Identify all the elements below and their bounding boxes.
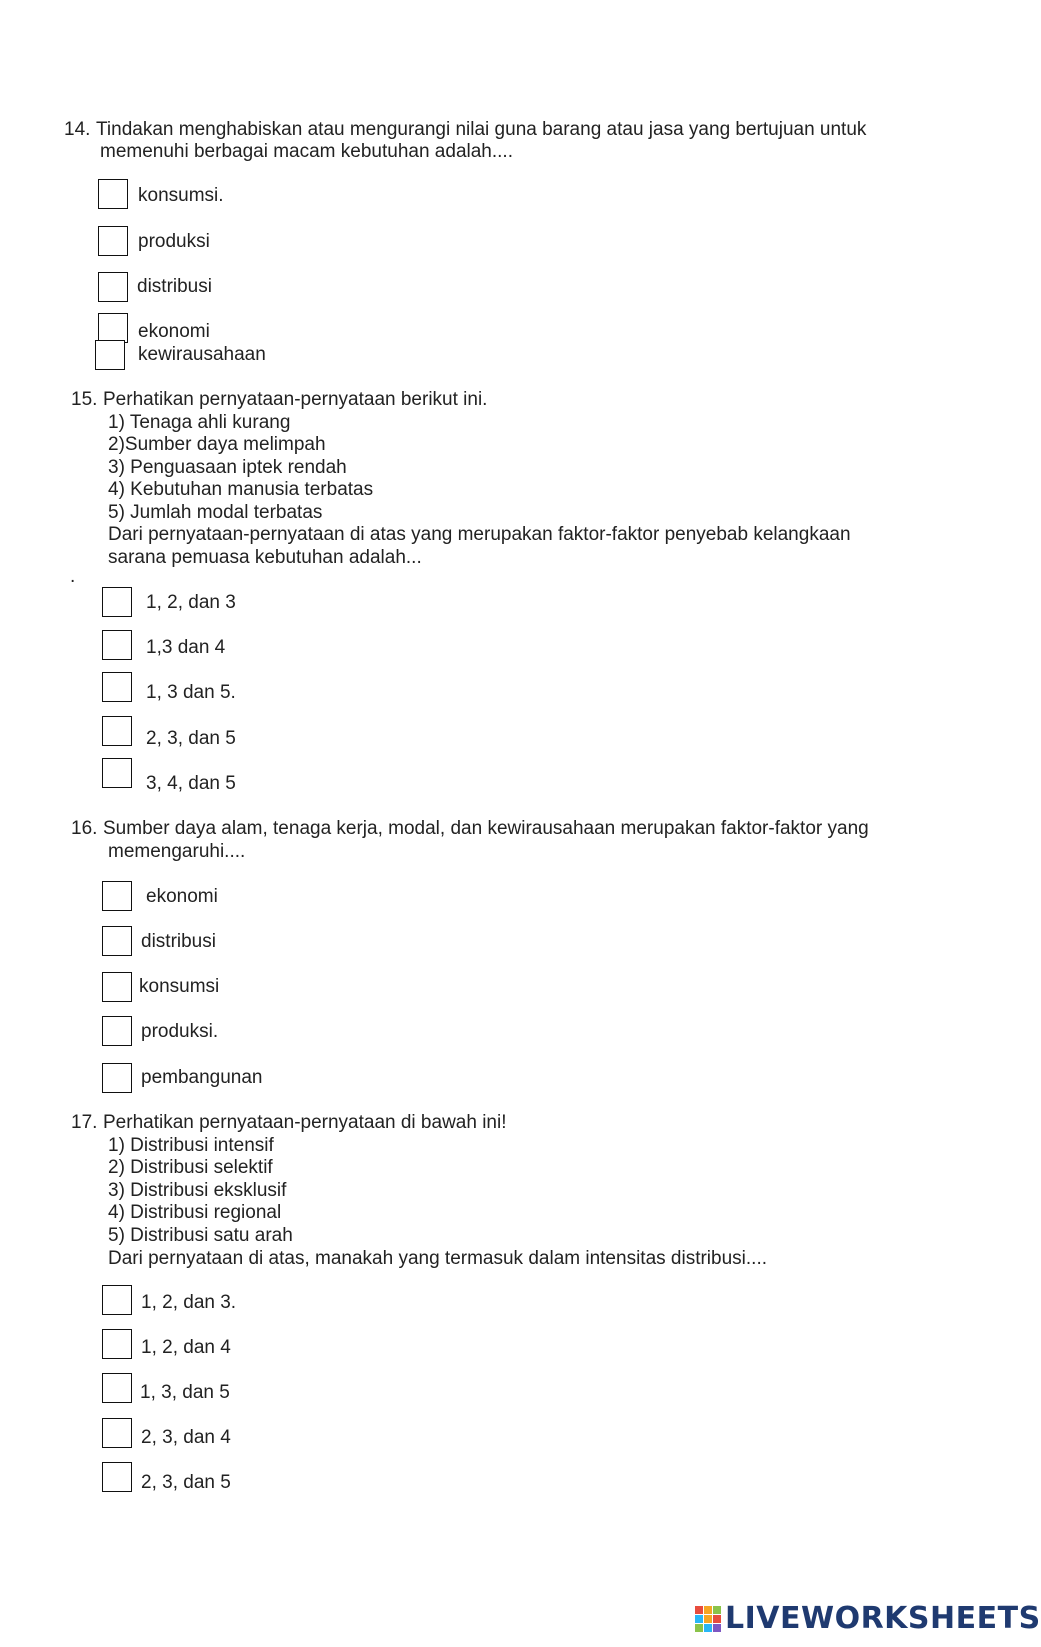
- logo-grid-icon: [695, 1606, 721, 1632]
- brand-name: LIVEWORKSHEETS: [725, 1601, 1041, 1636]
- q17-option-4-label: 2, 3, dan 4: [141, 1427, 231, 1448]
- q15-option-2-label: 1,3 dan 4: [146, 637, 226, 658]
- q15-option-5-label: 3, 4, dan 5: [146, 773, 236, 794]
- q15-text: Perhatikan pernyataan-pernyataan berikut ini.: [103, 389, 488, 410]
- logo-cell: [704, 1624, 712, 1632]
- logo-cell: [713, 1606, 721, 1614]
- logo-cell: [704, 1615, 712, 1623]
- q15-statement-2: 2)Sumber daya melimpah: [108, 434, 326, 455]
- q15-statement-4: 4) Kebutuhan manusia terbatas: [108, 479, 374, 500]
- q16-option-3-label: konsumsi: [139, 976, 220, 997]
- logo-cell: [713, 1615, 721, 1623]
- q17-statement-1: 1) Distribusi intensif: [108, 1135, 274, 1156]
- q17-text: Perhatikan pernyataan-pernyataan di bawah ini!: [103, 1112, 507, 1133]
- q17-option-4-checkbox[interactable]: [102, 1418, 132, 1448]
- q15-option-1-checkbox[interactable]: [102, 587, 132, 617]
- q17-statement-3: 3) Distribusi eksklusif: [108, 1180, 287, 1201]
- q15-option-3-checkbox[interactable]: [102, 672, 132, 702]
- q14-text-line2: memenuhi berbagai macam kebutuhan adalah....: [100, 141, 513, 162]
- q15-prompt-line1: Dari pernyataan-pernyataan di atas yang merupakan faktor-faktor penyebab kelangkaan: [108, 524, 851, 545]
- q17-prompt: Dari pernyataan di atas, manakah yang termasuk dalam intensitas distribusi....: [108, 1248, 767, 1269]
- q17-number: 17.: [71, 1112, 98, 1133]
- q14-option-3-checkbox[interactable]: [98, 272, 128, 302]
- q15-option-2-checkbox[interactable]: [102, 630, 132, 660]
- q15-statement-1: 1) Tenaga ahli kurang: [108, 412, 291, 433]
- stray-dot: .: [70, 566, 76, 587]
- q14-text-line1: Tindakan menghabiskan atau mengurangi nilai guna barang atau jasa yang bertujuan untuk: [96, 119, 867, 140]
- q14-option-2-checkbox[interactable]: [98, 226, 128, 256]
- q16-option-2-label: distribusi: [141, 931, 216, 952]
- q14-option-3-label: distribusi: [137, 276, 212, 297]
- q15-prompt-line2: sarana pemuasa kebutuhan adalah...: [108, 547, 422, 568]
- q16-number: 16.: [71, 818, 98, 839]
- q16-option-1-label: ekonomi: [146, 886, 218, 907]
- q17-option-3-label: 1, 3, dan 5: [140, 1382, 230, 1403]
- logo-cell: [695, 1615, 703, 1623]
- q15-statement-3: 3) Penguasaan iptek rendah: [108, 457, 347, 478]
- logo-cell: [704, 1606, 712, 1614]
- q16-option-5-label: pembangunan: [141, 1067, 263, 1088]
- logo-cell: [713, 1624, 721, 1632]
- q15-number: 15.: [71, 389, 98, 410]
- q14-option-1-label: konsumsi.: [138, 185, 224, 206]
- q17-option-1-checkbox[interactable]: [102, 1285, 132, 1315]
- q15-option-5-checkbox[interactable]: [102, 758, 132, 788]
- q16-option-3-checkbox[interactable]: [102, 972, 132, 1002]
- q17-option-5-label: 2, 3, dan 5: [141, 1472, 231, 1493]
- q17-option-2-checkbox[interactable]: [102, 1329, 132, 1359]
- q14-option-1-checkbox[interactable]: [98, 179, 128, 209]
- q16-text-line1: Sumber daya alam, tenaga kerja, modal, dan kewirausahaan merupakan faktor-faktor yang: [103, 818, 869, 839]
- q17-option-2-label: 1, 2, dan 4: [141, 1337, 231, 1358]
- q17-statement-2: 2) Distribusi selektif: [108, 1157, 273, 1178]
- q17-statement-4: 4) Distribusi regional: [108, 1202, 282, 1223]
- q17-option-3-checkbox[interactable]: [102, 1373, 132, 1403]
- q15-option-3-label: 1, 3 dan 5.: [146, 682, 236, 703]
- q17-option-1-label: 1, 2, dan 3.: [141, 1292, 237, 1313]
- q15-statement-5: 5) Jumlah modal terbatas: [108, 502, 323, 523]
- q14-option-2-label: produksi: [138, 231, 210, 252]
- logo-cell: [695, 1606, 703, 1614]
- q14-option-4-checkbox[interactable]: [98, 313, 128, 343]
- q15-option-4-checkbox[interactable]: [102, 716, 132, 746]
- q16-option-5-checkbox[interactable]: [102, 1063, 132, 1093]
- q16-option-1-checkbox[interactable]: [102, 881, 132, 911]
- q14-number: 14.: [64, 119, 91, 140]
- q16-text-line2: memengaruhi....: [108, 841, 246, 862]
- q16-option-2-checkbox[interactable]: [102, 926, 132, 956]
- q16-option-4-checkbox[interactable]: [102, 1016, 132, 1046]
- q15-option-1-label: 1, 2, dan 3: [146, 592, 236, 613]
- liveworksheets-logo: [695, 1603, 1041, 1635]
- q15-option-4-label: 2, 3, dan 5: [146, 728, 236, 749]
- q14-option-4-label: ekonomi: [138, 321, 210, 342]
- q17-option-5-checkbox[interactable]: [102, 1462, 132, 1492]
- q17-statement-5: 5) Distribusi satu arah: [108, 1225, 293, 1246]
- q14-option-5-checkbox[interactable]: [95, 340, 125, 370]
- logo-cell: [695, 1624, 703, 1632]
- q14-option-5-label: kewirausahaan: [138, 344, 266, 365]
- q16-option-4-label: produksi.: [141, 1021, 219, 1042]
